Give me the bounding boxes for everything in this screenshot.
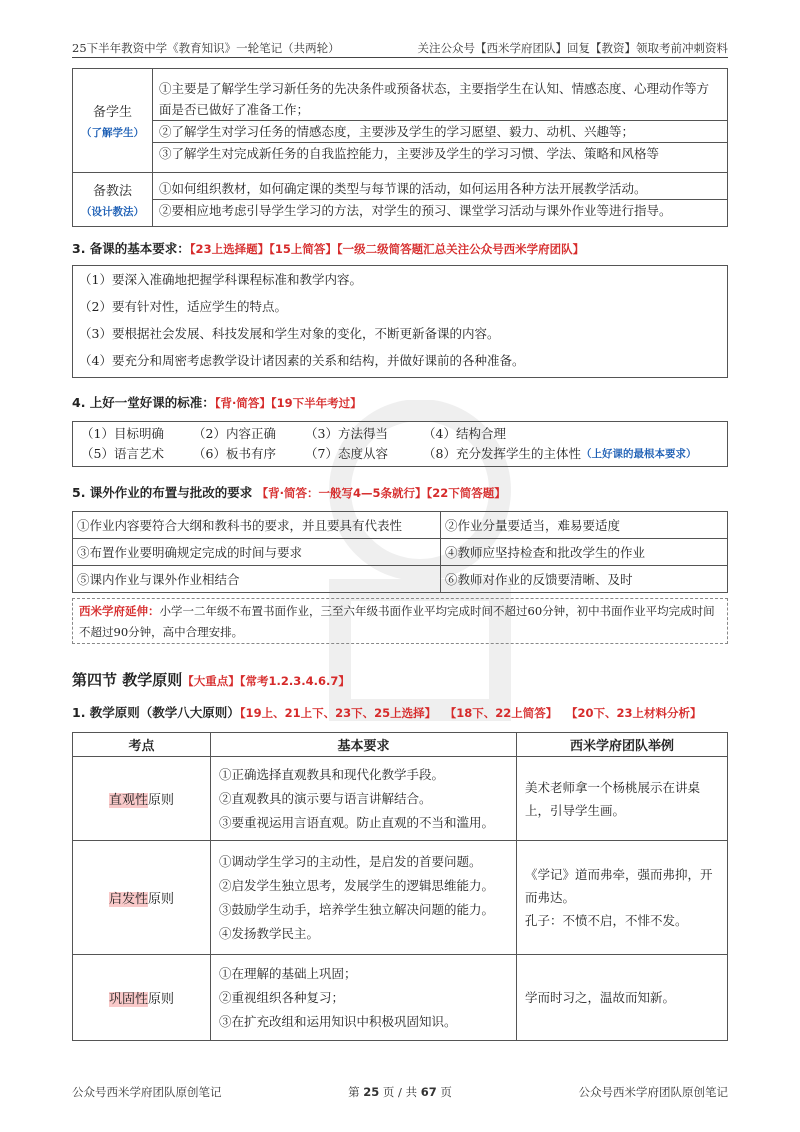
column-header: 基本要求: [211, 733, 517, 757]
list-item: ④发扬教学民主。: [219, 925, 320, 941]
column-header: 考点: [73, 733, 211, 757]
list-item: ①正确选择直观教具和现代化教学手段。: [219, 766, 445, 782]
note-label: 西米学府延伸：: [79, 604, 160, 618]
chapter-section-tags: 【大重点】【常考1.2.3.4.6.7】: [182, 674, 350, 688]
page-footer: [72, 1084, 728, 1100]
prep-table: [72, 68, 728, 227]
requirements-box: [72, 265, 728, 378]
section-4-title: 4. 上好一堂好课的标准：【背·简答】【19下半年考过】: [72, 395, 362, 410]
list-row: （1）目标明确 （2）内容正确 （3）方法得当 （4）结构合理: [81, 426, 506, 441]
extension-note: [72, 598, 728, 644]
table-row: 巩固性原则 ①在理解的基础上巩固； ②重视组织各种复习； ③在扩充改组和运用知识中积极巩固知识。 学而时习之，温故而知新。: [73, 955, 728, 1041]
row-title: 备教法: [92, 184, 132, 199]
homework-table: [72, 511, 728, 593]
page-number: 第 25 页 / 共 67 页: [348, 1085, 452, 1099]
list-item: ②启发学生独立思考，发展学生的逻辑思维能力。: [219, 877, 495, 893]
principles-title: 1. 教学原则（教学八大原则）【19上、21上下、23下、25上选择】 【18下、22上简答】 【20下、23上材料分析】: [72, 705, 702, 720]
principles-table: [72, 732, 728, 1041]
list-item: （3）要根据社会发展、科技发展和学生对象的变化，不断更新备课的内容。: [79, 326, 500, 341]
row-title: 备学生: [92, 105, 132, 120]
list-item: ②直观教具的演示要与语言讲解结合。: [219, 790, 432, 806]
list-item: ③要重视运用言语直观。防止直观的不当和滥用。: [219, 814, 495, 830]
list-item: ②了解学生对学习任务的情感态度，主要涉及学生的学习愿望、毅力、动机、兴趣等；: [153, 120, 727, 142]
note-text: 小学一二年级不布置书面作业，三至六年级书面作业平均完成时间不超过60分钟，初中书面作业平均完成时间不超过90分钟，高中合理安排。: [79, 604, 715, 639]
list-row: （5）语言艺术 （6）板书有序 （7）态度从容 （8）充分发挥学生的主体性 （上好课的最根本要求）: [81, 444, 719, 464]
row-subtitle: （了解学生）: [81, 127, 144, 139]
table-row: ①作业内容要符合大纲和教科书的要求，并且要具有代表性 ②作业分量要适当，难易要适度: [73, 512, 728, 539]
table-row: ③布置作业要明确规定完成的时间与要求 ④教师应坚持检查和批改学生的作业: [73, 539, 728, 566]
column-header: 西米学府团队举例: [517, 733, 728, 757]
table-row: 启发性原则 ①调动学生学习的主动性，是启发的首要问题。 ②启发学生独立思考，发展学生的逻辑思维能力。 ③鼓励学生动手，培养学生独立解决问题的能力。 ④发扬教学民主。 《学记》道而弗牵，强而弗抑，开而弗达。 孔子：不愤不启，不悱不发。: [73, 841, 728, 955]
footer-right: 公众号西米学府团队原创笔记: [578, 1085, 728, 1099]
good-lesson-box: [72, 421, 728, 467]
list-item: （2）要有针对性，适应学生的特点。: [79, 299, 287, 314]
table-row: [73, 173, 728, 227]
fundamental-note: （上好课的最根本要求）: [580, 448, 697, 460]
table-row: ⑤课内作业与课外作业相结合 ⑥教师对作业的反馈要清晰、及时: [73, 566, 728, 593]
example-text: 《学记》道而弗牵，强而弗抑，开而弗达。: [525, 867, 713, 905]
section-5-title: 5. 课外作业的布置与批改的要求 【背·简答：一般写4—5条就行】【22下简答题】: [72, 485, 506, 500]
footer-left: 公众号西米学府团队原创笔记: [72, 1085, 222, 1099]
principle-highlight: 启发性: [108, 892, 148, 907]
principle-highlight: 直观性: [108, 793, 148, 808]
table-row: [73, 69, 728, 173]
list-item: （4）要充分和周密考虑教学设计诸因素的关系和结构，并做好课前的各种准备。: [79, 353, 525, 368]
list-item: ①主要是了解学生学习新任务的先决条件或预备状态，主要指学生在认知、情感态度、心理动作等方面是否已做好了准备工作；: [159, 80, 710, 117]
principle-highlight: 巩固性: [108, 992, 148, 1007]
row-subtitle: （设计教法）: [81, 206, 144, 218]
section-3-tags: 【23上选择题】【15上简答】【一级二级简答题汇总关注公众号西米学府团队】: [189, 242, 585, 256]
list-item: ①调动学生学习的主动性，是启发的首要问题。: [219, 853, 482, 869]
example-text: 美术老师拿一个杨桃展示在讲桌上，引导学生画。: [525, 779, 701, 818]
list-item: ①在理解的基础上巩固；: [219, 965, 357, 981]
section-4-tags: 【背·简答】【19下半年考过】: [214, 396, 362, 410]
table-header-row: [73, 733, 728, 757]
list-item: ③在扩充改组和运用知识中积极巩固知识。: [219, 1013, 457, 1029]
header-left: 25下半年教资中学《教育知识》一轮笔记（共两轮）: [72, 41, 340, 55]
section-3-title: 3. 备课的基本要求：【23上选择题】【15上简答】【一级二级简答题汇总关注公众号西米学府团队】: [72, 241, 585, 256]
header-right: 关注公众号【西米学府团队】回复【教资】领取考前冲刺资料: [417, 41, 728, 55]
table-row: 直观性原则 ①正确选择直观教具和现代化教学手段。 ②直观教具的演示要与语言讲解结合。 ③要重视运用言语直观。防止直观的不当和滥用。 美术老师拿一个杨桃展示在讲桌上，引导学生画。: [73, 757, 728, 841]
list-item: ③鼓励学生动手，培养学生独立解决问题的能力。: [219, 901, 495, 917]
example-text: 孔子：不愤不启，不悱不发。: [525, 913, 688, 928]
list-item: （1）要深入准确地把握学科课程标准和教学内容。: [79, 272, 362, 287]
chapter-section-title: 第四节 教学原则【大重点】【常考1.2.3.4.6.7】: [72, 671, 350, 689]
list-item: ②要相应地考虑引导学生学习的方法，对学生的预习、课堂学习活动与课外作业等进行指导。: [153, 199, 727, 221]
list-item: ③了解学生对完成新任务的自我监控能力，主要涉及学生的学习习惯、学法、策略和风格等: [153, 142, 727, 164]
section-5-tags: 【背·简答：一般写4—5条就行】【22下简答题】: [256, 486, 506, 500]
example-text: 学而时习之，温故而知新。: [525, 990, 676, 1005]
list-item: ①如何组织教材，如何确定课的类型与每节课的活动，如何运用各种方法开展教学活动。: [159, 181, 647, 196]
page-header: [72, 40, 728, 58]
list-item: ②重视组织各种复习；: [219, 989, 345, 1005]
